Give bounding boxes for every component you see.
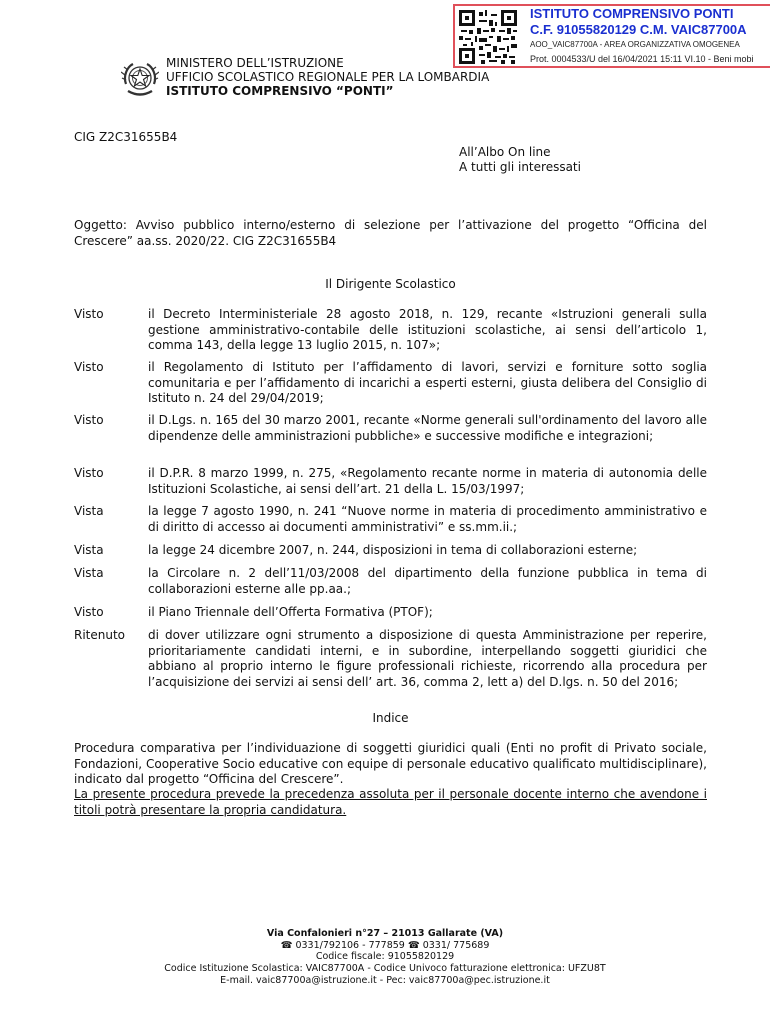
subject: Oggetto: Avviso pubblico interno/esterno di selezione per l’attivazione del progetto “Officina del Crescere” aa.ss. 2020/22. CIG Z2C31655B4 (74, 218, 707, 248)
footer-phones: ☎ 0331/792106 - 777859 ☎ 0331/ 775689 (280, 940, 490, 951)
clause-text: il Regolamento di Istituto per l’affidamento di lavori, servizi e forniture sotto soglia comunitaria e per l’affidamento di incarichi a esperti esterni, giusta delibera del Consiglio di Istituto n. 24 del 29/04/2019; (148, 360, 707, 405)
clause-text: il Piano Triennale dell’Offerta Formativa (PTOF); (148, 605, 433, 619)
clause-text: il D.P.R. 8 marzo 1999, n. 275, «Regolamento recante norme in materia di autonomia delle Istituzioni Scolastiche, ai sensi dell’art. 21 della L. 15/03/1997; (148, 466, 707, 496)
clause-label: Vista (74, 504, 104, 518)
clause-text: di dover utilizzare ogni strumento a disposizione di questa Amministrazione per reperire, prioritariamente candidati interni, e in subordine, interpellando soggetti giuridici che abbiano al proprio interno le figure professionali richieste, ricorrendo alla procedura per l’acquisizione dei servizi ai sensi dell’ art. 36, comma 2, lett a) del D.lgs. n. 50 del 2016; (148, 628, 707, 689)
clause-label: Ritenuto (74, 628, 126, 642)
issuer-title: Il Dirigente Scolastico (325, 277, 456, 291)
clause-label: Vista (74, 543, 104, 557)
regional-office: UFFICIO SCOLASTICO REGIONALE PER LA LOMBARDIA (166, 70, 490, 84)
footer-email: E-mail. vaic87700a@istruzione.it - Pec: vaic87700a@pec.istruzione.it (220, 975, 550, 986)
clause-text: la legge 24 dicembre 2007, n. 244, disposizioni in tema di collaborazioni esterne; (148, 543, 638, 557)
procedure-description: Procedura comparativa per l’individuazione di soggetti giuridici quali (Enti no profit di Privato sociale, Fondazioni, Cooperative Socio educative con equipe di personale educativo qualificato multidisciplinare), indicato dal progetto “Officina del Crescere”. (74, 741, 707, 786)
footer-address: Via Confalonieri n°27 – 21013 Gallarate (VA) (266, 928, 504, 939)
clause-text: la legge 7 agosto 1990, n. 241 “Nuove norme in materia di procedimento amministrativo e di diritto di accesso ai documenti amministrativi” e ss.mm.ii.; (148, 504, 707, 534)
clause-text: la Circolare n. 2 dell’11/03/2008 del dipartimento della funzione pubblica in tema di collaborazioni esterne alle pp.aa.; (148, 566, 707, 596)
clause-label: Visto (74, 307, 104, 321)
clause-label: Visto (74, 605, 104, 619)
clause-label: Visto (74, 466, 104, 480)
precedence-note: La presente procedura prevede la precedenza assoluta per il personale docente interno che avendone i titoli potrà presentare la propria candidatura. (74, 787, 707, 817)
index-title: Indice (372, 711, 409, 725)
footer-fiscal-code: Codice fiscale: 91055820129 (315, 951, 455, 962)
stamp-aoo: AOO_VAIC87700A - AREA ORGANIZZATIVA OMOGENEA (530, 40, 740, 49)
clause-text: il D.Lgs. n. 165 del 30 marzo 2001, recante «Norme generali sull'ordinamento del lavoro alle dipendenze delle amministrazioni pubbliche» e successive modifiche e integrazioni; (148, 413, 707, 443)
italian-republic-emblem-icon (121, 58, 159, 100)
recipient-interested: A tutti gli interessati (459, 160, 581, 174)
cig-code: CIG Z2C31655B4 (74, 130, 178, 144)
recipient-albo: All’Albo On line (459, 145, 551, 159)
footer-school-codes: Codice Istituzione Scolastica: VAIC87700A - Codice Univoco fatturazione elettronica: UFZU8T (164, 963, 606, 974)
stamp-school-name: ISTITUTO COMPRENSIVO PONTI (530, 6, 734, 21)
qr-code-icon (459, 10, 517, 64)
stamp-protocol-number: Prot. 0004533/U del 16/04/2021 15:11 VI.10 - Beni mobi (530, 54, 754, 64)
clause-label: Vista (74, 566, 104, 580)
clause-text: il Decreto Interministeriale 28 agosto 2018, n. 129, recante «Istruzioni generali sulla gestione amministrativo-contabile delle istituzioni scolastiche, ai sensi dell’articolo 1, comma 143, della legge 13 luglio 2015, n. 107»; (148, 307, 707, 352)
clause-label: Visto (74, 360, 104, 374)
clause-label: Visto (74, 413, 104, 427)
stamp-fiscal-code: C.F. 91055820129 C.M. VAIC87700A (530, 22, 747, 37)
school-name: ISTITUTO COMPRENSIVO “PONTI” (166, 84, 394, 98)
ministry-name: MINISTERO DELL’ISTRUZIONE (166, 56, 344, 70)
